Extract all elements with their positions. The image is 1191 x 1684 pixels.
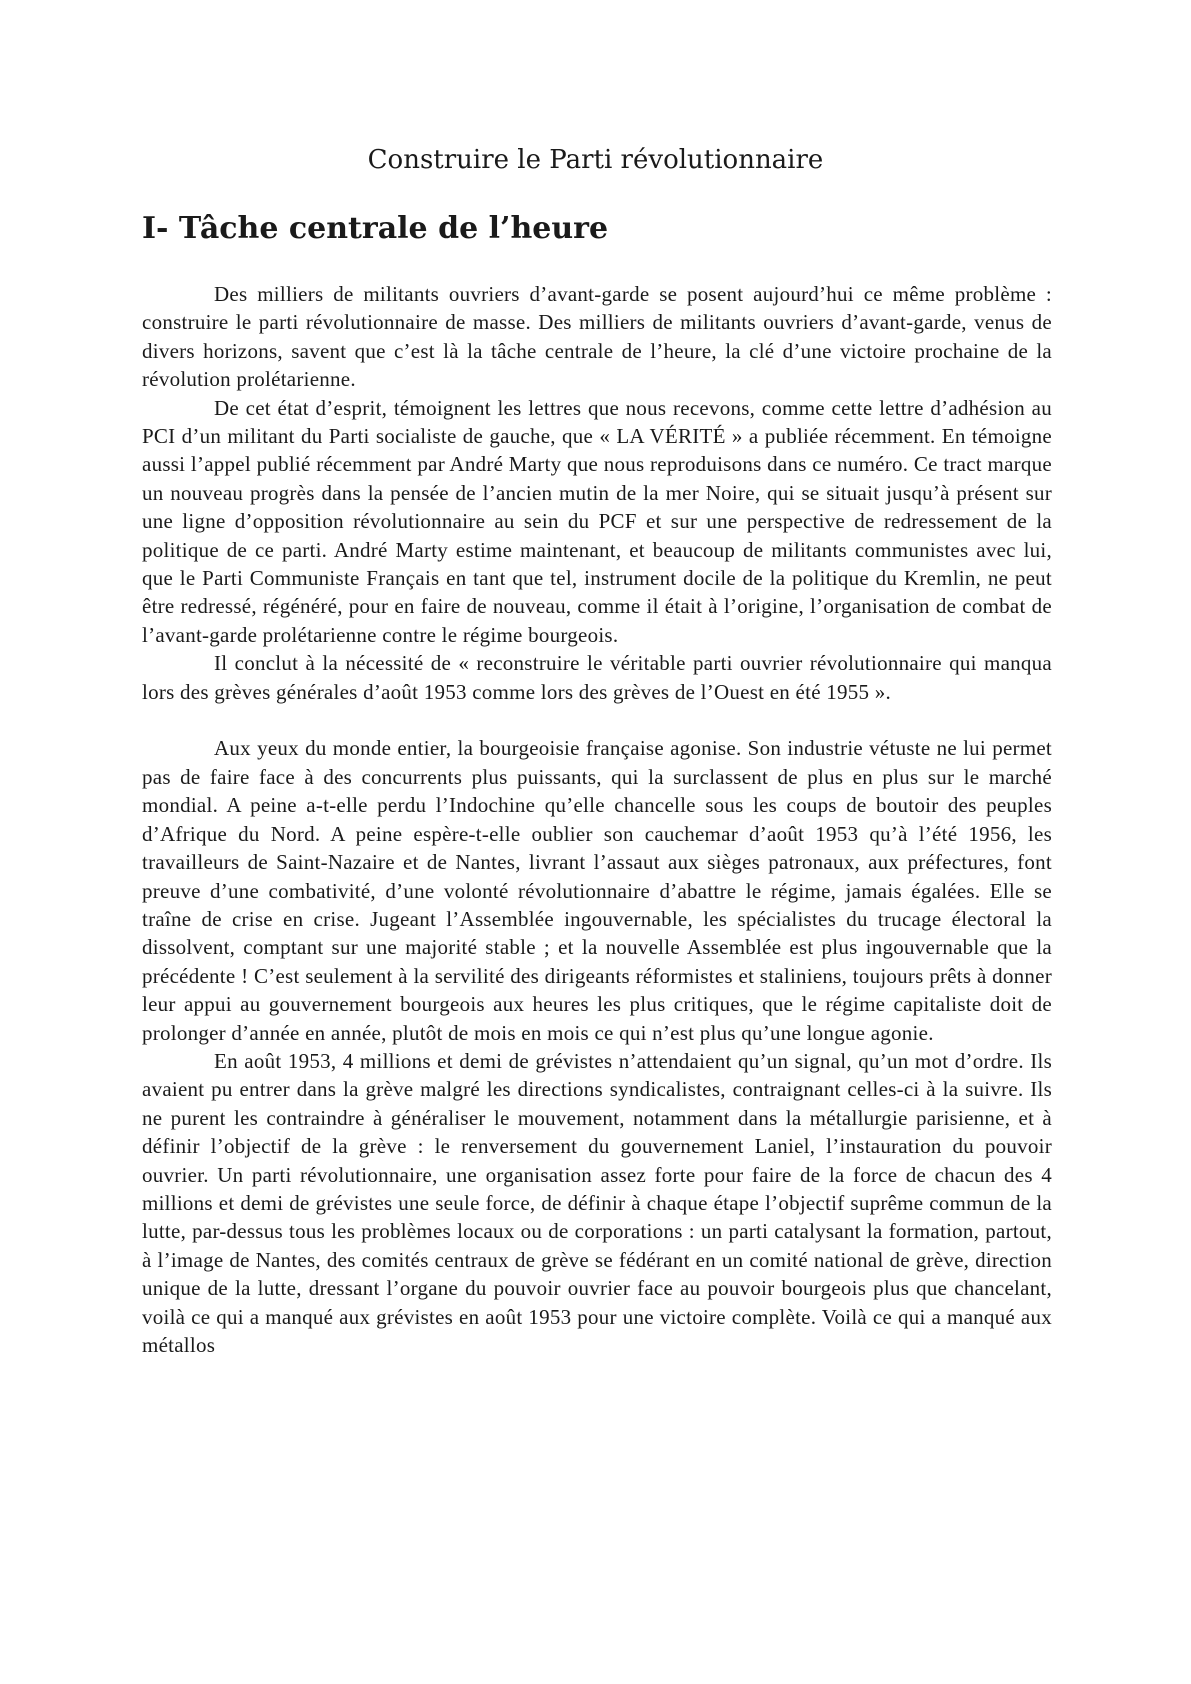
paragraph: Des milliers de militants ouvriers d’avant-garde se posent aujourd’hui ce même problème : construire le parti révolutionnaire de masse. Des milliers de militants ouvriers d’avant-garde, venus de divers horizons, savent que c’est là la tâche centrale de l’heure, la clé d’une victoire prochaine de la révolution prolétarienne.	[142, 282, 1052, 392]
paragraph: Il conclut à la nécessité de « reconstruire le véritable parti ouvrier révolutionnaire qui manqua lors des grèves générales d’août 1953 comme lors des grèves de l’Ouest en été 1955 ».	[142, 651, 1052, 704]
document-title: Construire le Parti révolutionnaire	[367, 145, 824, 175]
paragraph: Aux yeux du monde entier, la bourgeoisie française agonise. Son industrie vétuste ne lui permet pas de faire face à des concurrents plus puissants, qui la surclassent de plus en plus sur le marché mondial. A peine a-t-elle perdu l’Indochine qu’elle chancelle sous les coups de boutoir des peuples d’Afrique du Nord. A peine espère-t-elle oublier son cauchemar d’août 1953 qu’à l’été 1956, les travailleurs de Saint-Nazaire et de Nantes, livrant l’assaut aux sièges patronaux, aux préfectures, font preuve d’une combativité, d’une volonté révolutionnaire d’abattre le régime, jamais égalées. Elle se traîne de crise en crise. Jugeant l’Assemblée ingouvernable, les spécialistes du trucage électoral la dissolvent, comptant sur une majorité stable ; et la nouvelle Assemblée est plus ingouvernable que la précédente ! C’est seulement à la servilité des dirigeants réformistes et staliniens, toujours prêts à donner leur appui au gouvernement bourgeois aux heures les plus critiques, que le régime capitaliste doit de prolonger d’année en année, plutôt de mois en mois ce qui n’est plus qu’une longue agonie.	[142, 736, 1052, 1045]
paragraph: De cet état d’esprit, témoignent les lettres que nous recevons, comme cette lettre d’adhésion au PCI d’un militant du Parti socialiste de gauche, que « LA VÉRITÉ » a publiée récemment. En témoigne aussi l’appel publié récemment par André Marty que nous reproduisons dans ce numéro. Ce tract marque un nouveau progrès dans la pensée de l’ancien mutin de la mer Noire, qui se situait jusqu’à présent sur une ligne d’opposition révolutionnaire au sein du PCF et sur une perspective de redressement de la politique de ce parti. André Marty estime maintenant, et beaucoup de militants communistes avec lui, que le Parti Communiste Français en tant que tel, instrument docile de la politique du Kremlin, ne peut être redressé, régénéré, pour en faire de nouveau, comme il était à l’origine, l’organisation de combat de l’avant-garde prolétarienne contre le régime bourgeois.	[142, 395, 1052, 647]
section-heading: I- Tâche centrale de l’heure	[142, 211, 609, 246]
document-body	[142, 280, 1052, 1359]
paragraph: En août 1953, 4 millions et demi de grévistes n’attendaient qu’un signal, qu’un mot d’ordre. Ils avaient pu entrer dans la grève malgré les directions syndicalistes, contraignant celles-ci à la suivre. Ils ne purent les contraindre à généraliser le mouvement, notamment dans la métallurgie parisienne, et à définir l’objectif de la grève : le renversement du gouvernement Laniel, l’instauration du pouvoir ouvrier. Un parti révolutionnaire, une organisation assez forte pour faire de la force de chacun des 4 millions et demi de grévistes une seule force, de définir à chaque étape l’objectif suprême commun de la lutte, par-dessus tous les problèmes locaux ou de corporations : un parti catalysant la formation, partout, à l’image de Nantes, des comités centraux de grève se fédérant en un comité national de grève, direction unique de la lutte, dressant l’organe du pouvoir ouvrier face au pouvoir bourgeois plus que chancelant, voilà ce qui a manqué aux grévistes en août 1953 pour une victoire complète. Voilà ce qui a manqué aux métallos	[142, 1048, 1052, 1358]
